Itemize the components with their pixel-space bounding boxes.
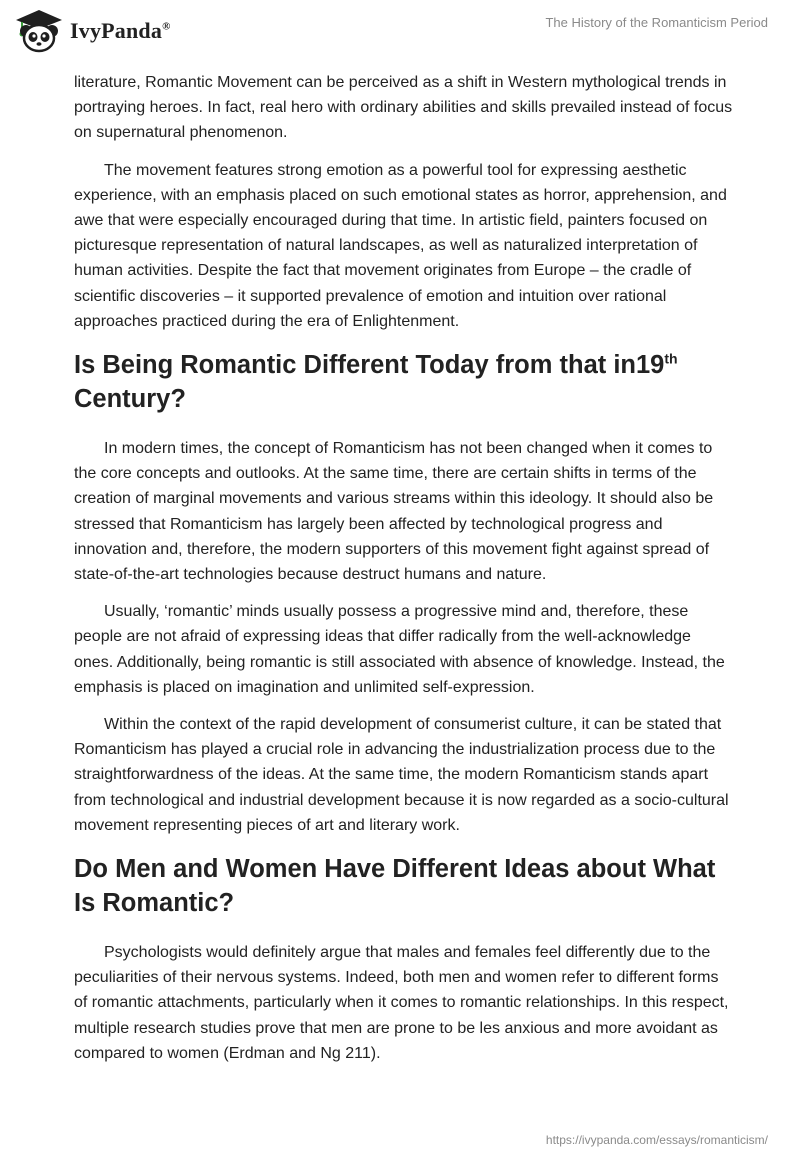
panda-graduate-icon	[14, 9, 64, 53]
paragraph-3: In modern times, the concept of Romanticism has not been changed when it comes to the core concepts and outlooks. At the same time, there are certain shifts in terms of the creation of marginal movements and various streams within this ideology. It should also be stressed that Romanticism has largely been affected by technological progress and innovation and, therefore, the modern supporters of this movement fight against spread of state-of-the-art technologies because destruct humans and nature.	[74, 440, 714, 584]
essay-body	[74, 70, 734, 1078]
page-header	[0, 0, 800, 60]
document-title: The History of the Romanticism Period	[545, 15, 768, 30]
paragraph-4: Usually, ‘romantic’ minds usually possess a progressive mind and, therefore, these people are not afraid of expressing ideas that differ radically from the well-acknowledge ones. Additionally, being romantic is still associated with absence of knowledge. Instead, the emphasis is placed on imagination and unlimited self-expression.	[74, 603, 725, 696]
footer-url[interactable]: https://ivypanda.com/essays/romanticism/	[545, 1133, 768, 1147]
logo[interactable]	[14, 9, 171, 53]
brand-name: IvyPanda®	[70, 18, 171, 43]
section-heading-2: Do Men and Women Have Different Ideas about What Is Romantic?	[74, 855, 716, 918]
section-heading-1: Is Being Romantic Different Today from that in19th Century?	[74, 350, 678, 414]
paragraph-1: literature, Romantic Movement can be perceived as a shift in Western mythological trends in portraying heroes. In fact, real hero with ordinary abilities and skills prevailed instead of focus on supernatural phenomenon.	[74, 74, 733, 142]
paragraph-6: Psychologists would definitely argue that males and females feel differently due to the peculiarities of their nervous systems. Indeed, both men and women refer to different forms of romantic attachments, particularly when it comes to romantic relationships. In this respect, multiple research studies prove that men are prone to be les anxious and more avoidant as compared to women (Erdman and Ng 211).	[74, 944, 729, 1062]
paragraph-2: The movement features strong emotion as a powerful tool for expressing aesthetic experience, with an emphasis placed on such emotional states as horror, apprehension, and awe that were especially encouraged during that time. In artistic field, painters focused on picturesque representation of natural landscapes, as well as naturalized interpretation of human activities. Despite the fact that movement originates from Europe – the cradle of scientific discoveries – it supported prevalence of emotion and intuition over rational approaches practiced during the era of Enlightenment.	[74, 161, 727, 330]
paragraph-5: Within the context of the rapid development of consumerist culture, it can be stated that Romanticism has played a crucial role in advancing the industrialization process due to the straightforwardness of the ideas. At the same time, the modern Romanticism stands apart from technological and industrial development because it is now regarded as a socio-cultural movement representing pieces of art and literary work.	[74, 716, 729, 834]
